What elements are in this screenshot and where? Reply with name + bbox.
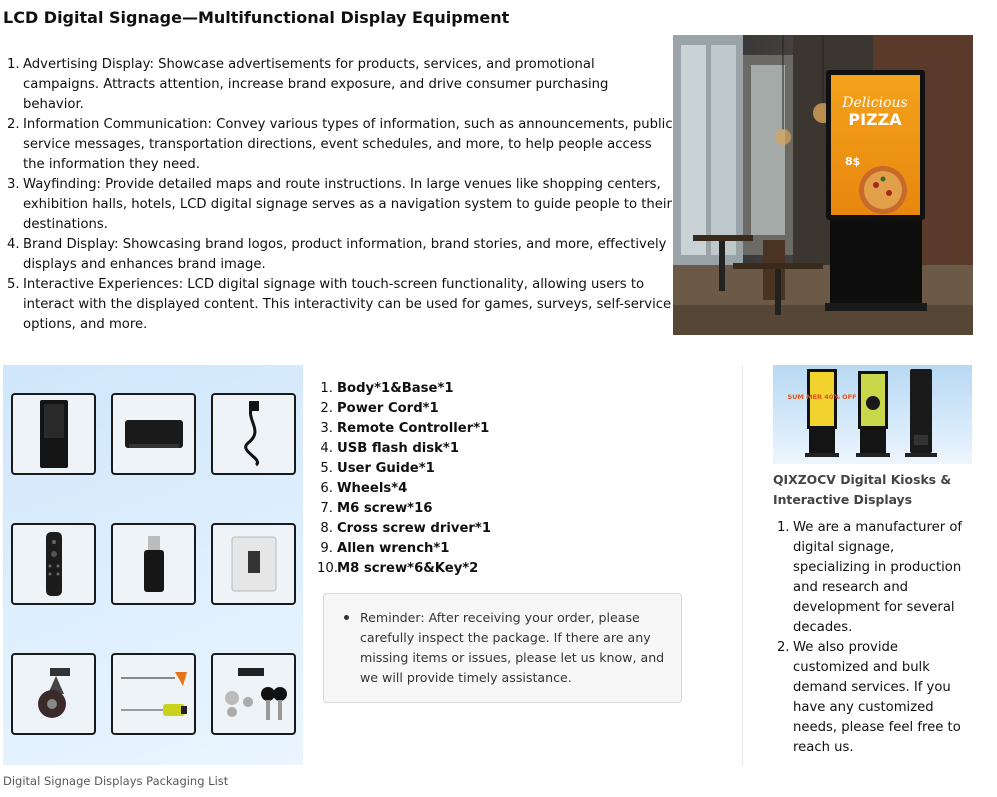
package-item-user-guide	[211, 523, 296, 605]
packing-list	[317, 379, 491, 579]
reminder-box	[323, 593, 682, 703]
user-guide-icon	[228, 533, 280, 595]
packaging-image[interactable]	[3, 365, 303, 765]
feature-text: Advertising Display: Showcase advertisements for products, services, and promotional campaigns. Attracts attention, increase brand exposure, and drive consumer purchasing behavior.	[23, 57, 609, 112]
list-item: 1. We are a manufacturer of digital signage, specializing in production and research and development for several decades.	[777, 520, 963, 635]
list-item: 2. Power Cord*1	[320, 401, 439, 416]
package-item-remote	[11, 523, 96, 605]
feature-list	[3, 55, 673, 335]
list-item: 3. Remote Controller*1	[320, 421, 490, 436]
package-item-screws-keys	[211, 653, 296, 735]
package-item-power-cord	[211, 393, 296, 475]
kiosk-lineup-image[interactable]	[773, 365, 972, 464]
list-item: 6. Wheels*4	[320, 481, 408, 496]
feature-text: Wayfinding: Provide detailed maps and route instructions. In large venues like shopping centers, exhibition halls, hotels, LCD digital signage serves as a navigation system to guide people to their destinations.	[23, 177, 672, 232]
list-item: 8. Cross screw driver*1	[320, 521, 492, 536]
restaurant-scene-illustration	[673, 35, 973, 335]
list-item: 10. M8 screw*6&Key*2	[317, 561, 479, 576]
kiosk-body-icon	[36, 398, 72, 470]
feature-text: Brand Display: Showcasing brand logos, product information, brand stories, and more, effectively displays and enhances brand image.	[23, 237, 667, 272]
packaging-caption: Digital Signage Displays Packaging List	[3, 774, 229, 788]
bullet-icon	[344, 615, 349, 620]
package-item-wheels	[11, 653, 96, 735]
screen-subheadline: PIZZA	[848, 110, 902, 129]
package-item-usb	[111, 523, 196, 605]
list-item: 4. USB flash disk*1	[320, 441, 460, 456]
column-divider	[742, 365, 743, 765]
screen-price: 8$	[845, 155, 861, 168]
feature-text: Interactive Experiences: LCD digital signage with touch-screen functionality, allowing users to interact with the displayed content. This interactivity can be used for games, surveys, self-service options, and more.	[23, 277, 672, 332]
reminder-text: Reminder: After receiving your order, please carefully inspect the package. If there are any missing items or issues, please let us know, and we will provide timely assistance.	[360, 610, 665, 685]
kiosk-base-icon	[119, 414, 189, 454]
kiosk-screen-text: SUM MER 40% OFF	[787, 393, 857, 401]
package-item-tools	[111, 653, 196, 735]
list-item: 9. Allen wrench*1	[320, 541, 450, 556]
power-cord-icon	[234, 399, 274, 469]
usb-drive-icon	[136, 532, 172, 596]
list-item: 5. User Guide*1	[320, 461, 435, 476]
list-item: 1. Advertising Display: Showcase advertisements for products, services, and promotional campaigns. Attracts attention, increase brand exposure, and drive consumer purchasing behavior.	[7, 57, 609, 112]
package-item-body	[11, 393, 96, 475]
list-item: 7. M6 screw*16	[320, 501, 433, 516]
screws-keys-icon	[216, 662, 292, 726]
caster-wheel-icon	[28, 664, 80, 724]
list-item: 5. Interactive Experiences: LCD digital signage with touch-screen functionality, allowing users to interact with the displayed content. This interactivity can be used for games, surveys, self-service options, and more.	[7, 277, 672, 332]
package-item-base	[111, 393, 196, 475]
screwdriver-wrench-icon	[115, 662, 193, 726]
remote-control-icon	[39, 528, 69, 600]
brand-title: QIXZOCV Digital Kiosks & Interactive Displays	[773, 472, 952, 507]
page-title: LCD Digital Signage—Multifunctional Display Equipment	[3, 8, 510, 27]
list-item: 1. Body*1&Base*1	[320, 381, 454, 396]
kiosk-lineup-illustration	[773, 365, 972, 464]
brand-list	[773, 518, 973, 758]
list-item: 3. Wayfinding: Provide detailed maps and route instructions. In large venues like shopping centers, exhibition halls, hotels, LCD digital signage serves as a navigation system to guide people to their destinations.	[7, 177, 672, 232]
list-item: 2. Information Communication: Convey various types of information, such as announcements, public service messages, transportation directions, event schedules, and more, to help people access the information they need.	[7, 117, 673, 172]
feature-text: Information Communication: Convey various types of information, such as announcements, public service messages, transportation directions, event schedules, and more, to help people access the information they need.	[23, 117, 673, 172]
signage-restaurant-image[interactable]	[673, 35, 973, 335]
list-item: 4. Brand Display: Showcasing brand logos, product information, brand stories, and more, effectively displays and enhances brand image.	[7, 237, 667, 272]
list-item: 2. We also provide customized and bulk demand services. If you have any customized needs, please feel free to reach us.	[777, 640, 961, 755]
screen-headline: Delicious	[842, 95, 908, 111]
